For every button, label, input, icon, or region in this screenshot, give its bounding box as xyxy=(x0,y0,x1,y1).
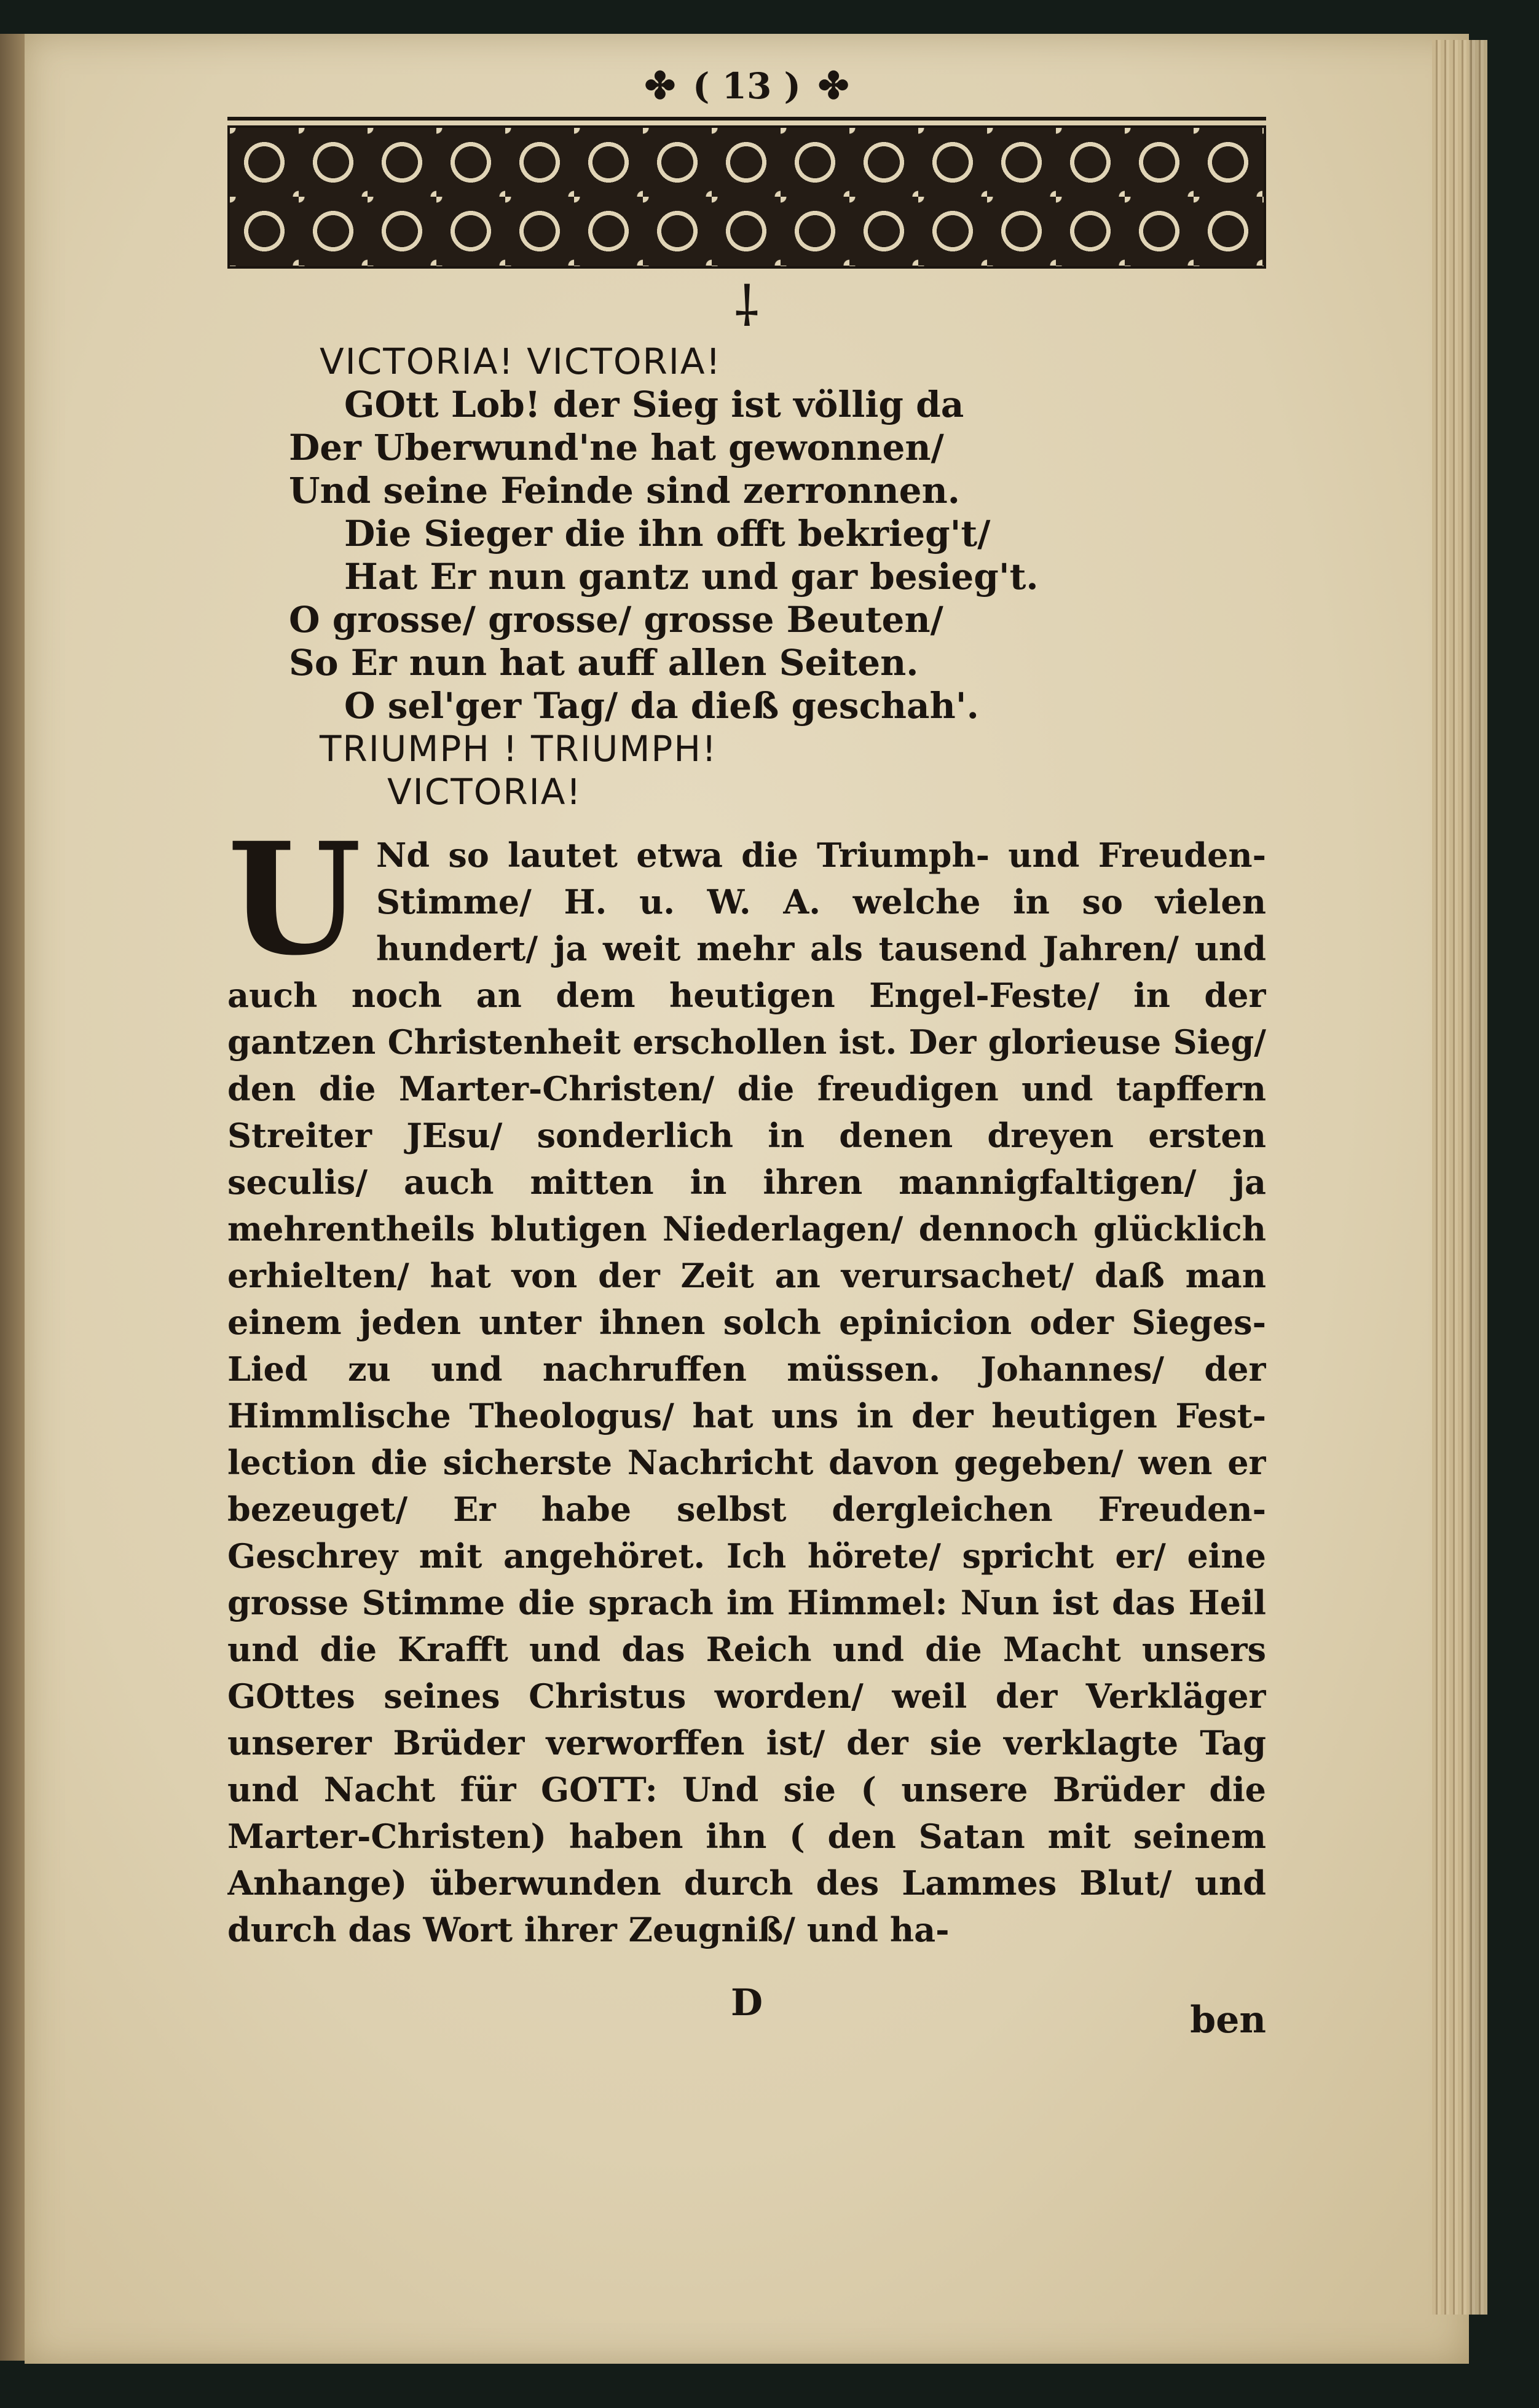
divider-ornament-icon: ⸸ xyxy=(733,275,760,339)
poem-line: Und seine Feinde sind zerronnen. xyxy=(289,470,960,511)
ornamental-headpiece xyxy=(227,125,1266,269)
header-ornament-left-icon: ✤ xyxy=(644,65,675,108)
poem-line: VICTORIA! xyxy=(387,771,582,813)
poem-line: So Er nun hat auff allen Seiten. xyxy=(289,642,919,684)
page-number: ( 13 ) xyxy=(693,65,801,107)
running-header xyxy=(227,61,1266,111)
page-content xyxy=(227,61,1266,2042)
poem xyxy=(227,340,1266,813)
drop-cap: U xyxy=(227,832,362,989)
page-fore-edge xyxy=(1432,40,1487,2315)
header-rule xyxy=(227,117,1266,120)
signature-mark: D xyxy=(730,1981,763,2024)
poem-line: TRIUMPH ! TRIUMPH! xyxy=(320,728,718,770)
poem-line: VICTORIA! VICTORIA! xyxy=(320,341,722,382)
body-paragraph xyxy=(227,832,1266,1975)
poem-line: Die Sieger die ihn offt bekrieg't/ xyxy=(344,513,991,555)
poem-line: Der Uberwund'ne hat gewonnen/ xyxy=(289,427,944,468)
poem-line: GOtt Lob! der Sieg ist völlig da xyxy=(344,384,964,425)
body-text: Nd so lautet etwa die Triumph- und Freuden-Stimme/ H. u. W. A. welche in so vielen hundert/ ja weit mehr als tausend Jahren/ und auch noch an dem heutigen Engel-Feste/ in der gantzen Christenheit erschollen ist. Der glorieuse Sieg/ den die Marter-Christen/ die freudigen und tapffern Streiter JEsu/ sonderlich in denen dreyen ersten seculis/ auch mitten in ihren mannigfaltigen/ ja mehrentheils blutigen Niederlagen/ dennoch glücklich erhielten/ hat von der Zeit an verursachet/ daß man einem jeden unter ihnen solch epinicion oder Sieges-Lied zu und nachruffen müssen. Johannes/ der Himmlische Theologus/ hat uns in der heutigen Fest-lection die sicherste Nachricht davon gegeben/ wen er bezeuget/ Er habe selbst dergleichen Freuden-Geschrey mit angehöret. Ich hörete/ spricht er/ eine grosse Stimme die sprach im Himmel: Nun ist das Heil und die Krafft und das Reich und die Macht unsers GOttes seines Christus worden/ weil der Verkläger unserer Brüder verworffen ist/ der sie verklagte Tag und Nacht für GOTT: Und sie ( unsere Brüder die Marter-Christen) haben ihn ( den Satan mit seinem Anhange) überwunden durch des Lammes Blut/ und durch das Wort ihrer Zeugniß/ und ha- xyxy=(227,835,1266,1949)
catchword: ben xyxy=(1190,1999,1266,2042)
header-ornament-right-icon: ✤ xyxy=(817,65,849,108)
poem-line: O sel'ger Tag/ da dieß geschah'. xyxy=(344,685,979,727)
page-footer xyxy=(227,1981,1266,2042)
poem-line: Hat Er nun gantz und gar besieg't. xyxy=(344,556,1039,598)
poem-line: O grosse/ grosse/ grosse Beuten/ xyxy=(289,599,943,641)
